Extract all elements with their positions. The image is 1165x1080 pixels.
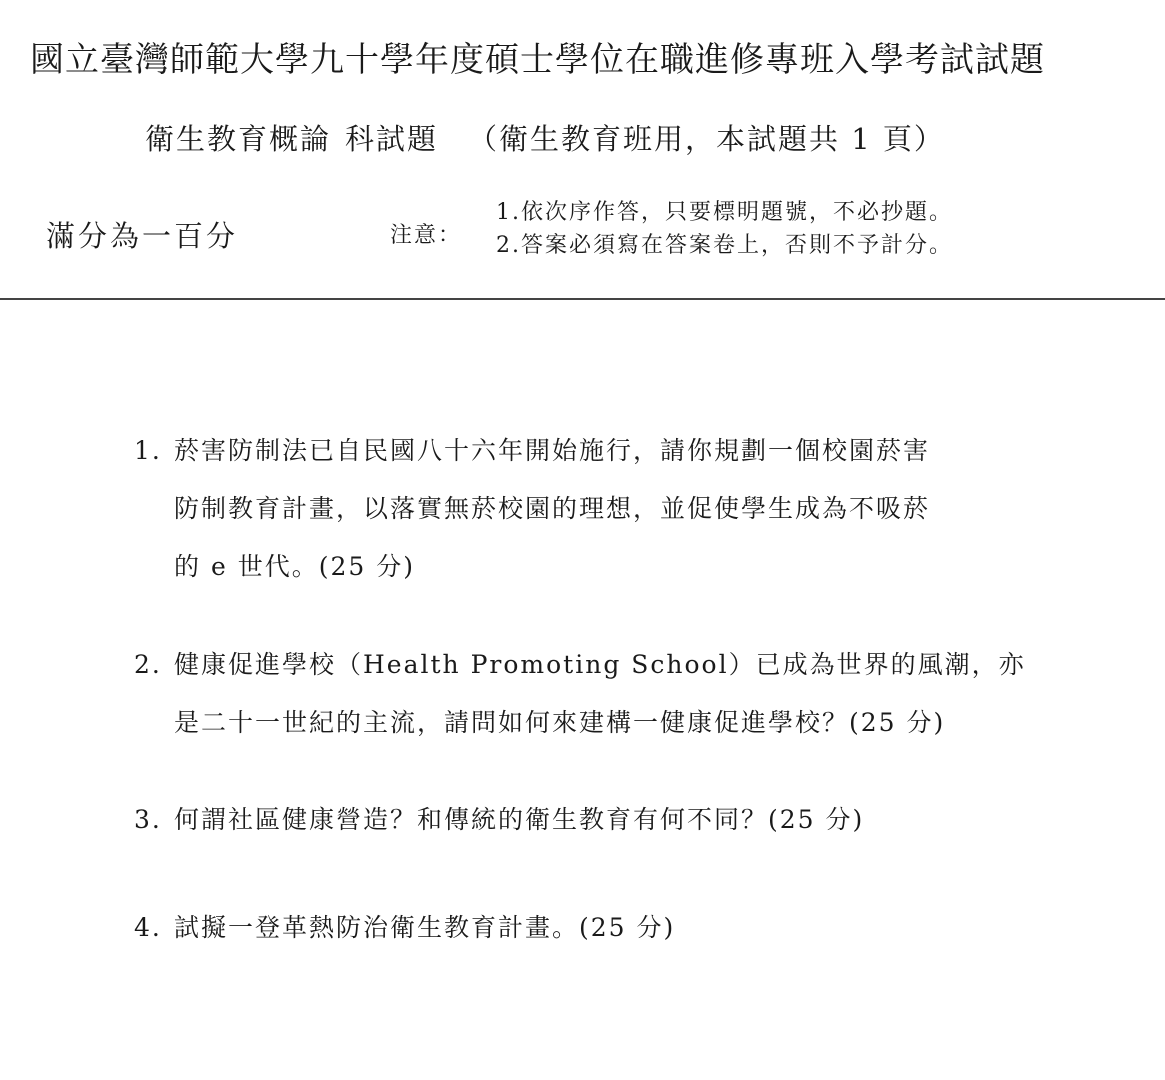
notice-item: 1.依次序作答，只要標明題號，不必抄題。	[496, 200, 953, 225]
question-text-line: 菸害防制法已自民國八十六年開始施行，請你規劃一個校園菸害	[174, 436, 931, 465]
question-number: 3.	[134, 805, 162, 834]
question-2	[134, 636, 1026, 752]
question-number: 1.	[134, 436, 162, 465]
exam-subtitle	[145, 122, 945, 157]
exam-title: 國立臺灣師範大學九十學年度碩士學位在職進修專班入學考試試題	[30, 40, 1045, 80]
notice-list	[496, 196, 953, 262]
question-text-line: 健康促進學校（Health Promoting School）已成為世界的風潮，亦	[174, 650, 1026, 679]
question-text-line: 何謂社區健康營造？和傳統的衛生教育有何不同？(25 分)	[174, 805, 865, 834]
question-number: 2.	[134, 650, 162, 679]
full-score: 滿分為一百分	[46, 219, 239, 253]
question-1	[134, 422, 930, 596]
class-note: （衛生教育班用，本試題共 1 頁）	[468, 122, 945, 156]
header-divider	[0, 298, 1165, 300]
question-text-line: 的 e 世代。(25 分)	[174, 552, 415, 581]
question-4	[134, 908, 675, 948]
question-3	[134, 800, 864, 840]
notice-item: 2.答案必須寫在答案卷上，否則不予計分。	[496, 233, 953, 258]
question-text-line: 防制教育計畫，以落實無菸校園的理想，並促使學生成為不吸菸	[174, 494, 931, 523]
subject-name: 衛生教育概論	[145, 122, 332, 156]
question-number: 4.	[134, 913, 162, 942]
question-text-line: 是二十一世紀的主流，請問如何來建構一健康促進學校？(25 分)	[174, 708, 946, 737]
subject-suffix: 科試題	[345, 122, 439, 156]
question-text-line: 試擬一登革熱防治衛生教育計畫。(25 分)	[174, 913, 676, 942]
notice-label: 注意：	[390, 223, 463, 248]
